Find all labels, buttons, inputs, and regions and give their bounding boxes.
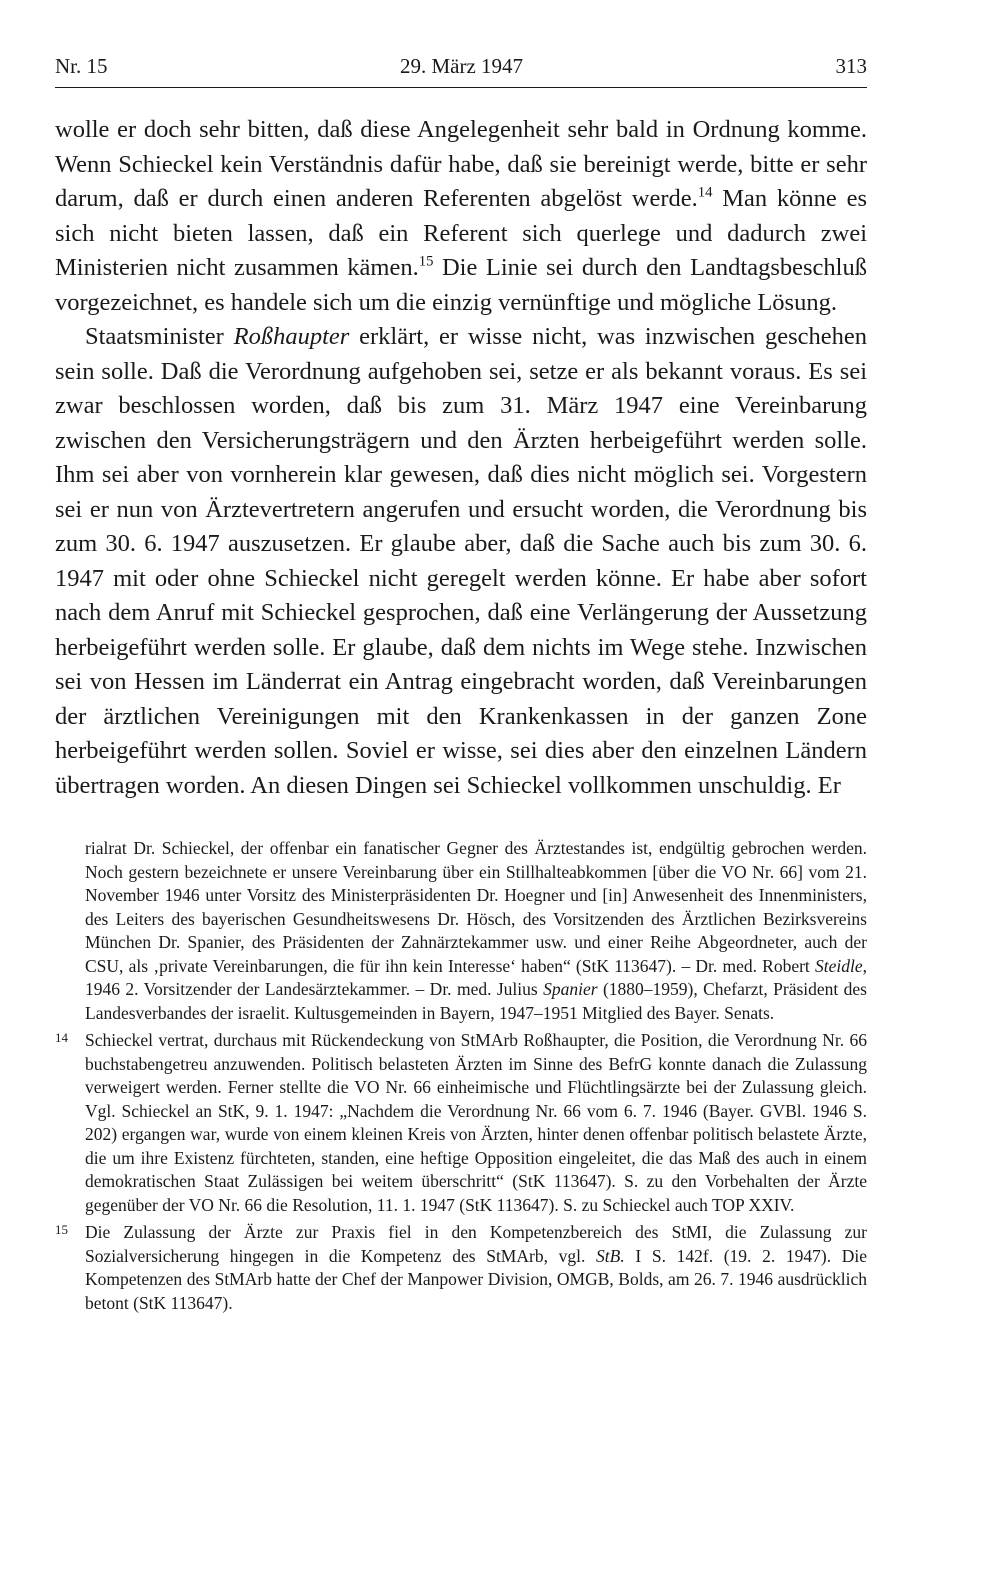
- footnote-15-reference: StB.: [596, 1245, 625, 1266]
- footnote-14: [55, 1029, 867, 1217]
- footnote-name-spanier: Spanier: [543, 979, 598, 999]
- footnotes: [55, 837, 867, 1319]
- main-text: [55, 113, 867, 803]
- footnote-continuation-text-1: rialrat Dr. Schieckel, der offenbar ein fanatischer Gegner des Ärztestandes ist, endgültig gebrochen werden. Noch gestern bezeichnete er unsere Vereinbarung über ein Stillhalteabkommen [über die VO Nr. 66] vom 21. November 1946 unter Vorsitz des Ministerpräsidenten Dr. Hoegner und [in] Anwesenheit des Innenministers, des Leiters des bayerischen Gesundheitswesens Dr. Hösch, des Vorsitzenden des Ärztlichen Bezirksvereins München Dr. Spanier, des Präsidenten der Zahnärztekammer usw. und einer Reihe Abgeordneter, auch der CSU, als ‚private Vereinbarungen, die für ihn kein Interesse‘ haben“ (StK 113647). – Dr. med. Robert: [85, 838, 867, 976]
- footnote-15-text-1: Die Zulassung der Ärzte zur Praxis fiel in den Kompetenzbereich des StMI, die Zulassung zur Sozialversicherung hingegen in die Kompetenz des StMArb, vgl.: [85, 1222, 867, 1266]
- paragraph-1: [55, 113, 867, 320]
- footnote-ref-15: 15: [418, 253, 434, 270]
- footnote-ref-14: 14: [697, 184, 713, 201]
- header-rule: [55, 87, 867, 88]
- speaker-name: Roßhaupter: [233, 323, 350, 350]
- footnote-name-steidle: Steidle: [815, 955, 863, 976]
- header-date: 29. März 1947: [400, 54, 524, 78]
- footnote-14-text: Schieckel vertrat, durchaus mit Rückendeckung von StMArb Roßhaupter, die Position, die Verordnung Nr. 66 buchstabengetreu anzuwenden. Politisch belasteten Ärzten im Sinne des BefrG konnte danach die Zulassung verweigert werden. Ferner stellte die VO Nr. 66 einheimische und Flüchtlingsärzte bei der Zulassung gleich. Vgl. Schieckel an StK, 9. 1. 1947: „Nachdem die Verordnung Nr. 66 vom 6. 7. 1946 (Bayer. GVBl. 1946 S. 202) ergangen war, wurde von einem kleinen Kreis von Ärzten, hinter denen offenbar politisch belastete Ärzte, die um ihre Existenz fürchteten, standen, eine heftige Opposition eingeleitet, die das Maß des auch in einem demokratischen Staat Zulässigen bei weitem überschritt“ (StK 113647). S. zu den Vorbehalten der Ärzte gegenüber der VO Nr. 66 die Resolution, 11. 1. 1947 (StK 113647). S. zu Schieckel auch TOP XXIV.: [85, 1030, 867, 1215]
- paragraph-2-text-1: Staatsminister: [85, 323, 234, 350]
- paragraph-2-text-2: erklärt, er wisse nicht, was inzwischen geschehen sein solle. Daß die Verordnung aufgehoben sei, setze er als bekannt voraus. Es sei zwar beschlossen worden, daß bis zum 31. März 1947 eine Vereinbarung zwischen den Versicherungsträgern und den Ärzten herbeigeführt werden solle. Ihm sei aber von vornherein klar gewesen, daß dies nicht möglich sei. Vorgestern sei er nun von Ärztevertretern angerufen und ersucht worden, die Verordnung bis zum 30. 6. 1947 auszusetzen. Er glaube aber, daß die Sache auch bis zum 30. 6. 1947 mit oder ohne Schieckel nicht geregelt werden könne. Er habe aber sofort nach dem Anruf mit Schieckel gesprochen, daß eine Verlängerung der Aussetzung herbeigeführt werden solle. Er glaube, daß dem nichts im Wege stehe. Inzwischen sei von Hessen im Länderrat ein Antrag eingebracht worden, daß Vereinbarungen der ärztlichen Vereinigungen mit den Krankenkassen in der ganzen Zone herbeigeführt werden sollen. Soviel er wisse, sei dies aber den einzelnen Ländern übertragen worden. An diesen Dingen sei Schieckel vollkommen unschuldig. Er: [55, 323, 867, 799]
- footnote-15-text-2: I S. 142f. (19. 2. 1947). Die Kompetenzen des StMArb hatte der Chef der Manpower Division, OMGB, Bolds, am 26. 7. 1946 ausdrücklich betont (StK 113647).: [85, 1245, 868, 1313]
- paragraph-1-text-2: Man könne es sich nicht bieten lassen, daß ein Referent sich querlege und dadurch zwei Ministerien nicht zusammen kämen.: [55, 185, 867, 281]
- page-header: [55, 48, 867, 84]
- paragraph-1-text-3: Die Linie sei durch den Landtagsbeschluß vorgezeichnet, es handele sich um die einzig vernünftige und mögliche Lösung.: [55, 254, 867, 316]
- paragraph-2: [55, 320, 867, 803]
- paragraph-1-text-1: wolle er doch sehr bitten, daß diese Angelegenheit sehr bald in Ordnung komme. Wenn Schieckel kein Verständnis dafür habe, daß sie bereinigt werde, bitte er sehr darum, daß er durch einen anderen Referenten abgelöst werde.: [55, 116, 867, 212]
- page-number: 313: [835, 54, 867, 78]
- footnote-15: [55, 1221, 867, 1315]
- footnote-continuation-text-2: , 1946 2. Vorsitzender der Landesärztekammer. – Dr. med. Julius: [85, 955, 867, 999]
- footnote-14-number: 14: [55, 1030, 68, 1045]
- footnote-continuation: [55, 837, 867, 1025]
- footnote-continuation-text-3: (1880–1959), Chefarzt, Präsident des Landesverbandes der israelit. Kultusgemeinden in Bayern, 1947–1951 Mitglied des Bayer. Senats.: [85, 979, 867, 1023]
- issue-number: Nr. 15: [55, 54, 108, 78]
- footnote-15-number: 15: [55, 1222, 68, 1237]
